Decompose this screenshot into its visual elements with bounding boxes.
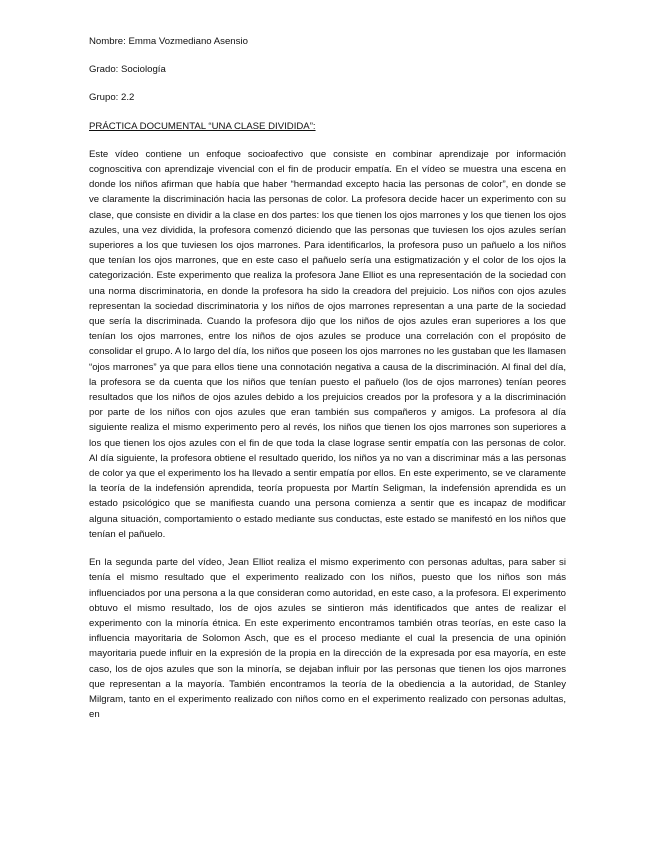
body-paragraph-2: En la segunda parte del vídeo, Jean Elliot realiza el mismo experimento con personas adultas, para saber si tenía el mismo resultado que el experimento realizado con los niños, puesto que los niños son más influenciados por una persona a la que consideran como autoridad, en este caso, a la profesora. El experimento obtuvo el mismo resultado, los de ojos azules se sintieron más identificados que antes de realizar el experimento con la minoría étnica. En este experimento encontramos también otras teorías, en este caso la influencia mayoritaria de Solomon Asch, que es el proceso mediante el cual la presencia de una opinión mayoritaria puede influir en la expresión de la propia en la dirección de la expresada por esa mayoría, en este caso, los de ojos azules que son la minoría, se dejaban influir por las personas que tienen los ojos marrones que representan a la mayoría. También encontramos la teoría de la obediencia a la autoridad, de Stanley Milgram, tanto en el experimento realizado con niños como en el experimento realizado con personas adultas, en [89, 557, 566, 721]
document-page [89, 34, 566, 735]
student-group: Grupo: 2.2 [89, 92, 135, 104]
student-grade: Grado: Sociología [89, 64, 166, 76]
student-name: Nombre: Emma Vozmediano Asensio [89, 36, 248, 47]
document-title: PRÁCTICA DOCUMENTAL “UNA CLASE DIVIDIDA”: [89, 120, 316, 132]
body-paragraph-1: Este vídeo contiene un enfoque socioafectivo que consiste en combinar aprendizaje por información cognoscitiva con aprendizaje vivencial con el fin de producir empatía. En el vídeo se muestra una escena en donde los niños afirman que había que haber “hermandad excepto hacia las personas de color”, en donde se ve claramente la discriminación hacia las personas de color. La profesora decide hacer un experimento con su clase, que consiste en dividir a la clase en dos partes: los que tienen los ojos marrones y los que tienen los ojos azules, una vez dividida, la profesora comenzó diciendo que las personas que tuviesen los ojos azules serían superiores a los que tuviesen los ojos marrones. Para identificarlos, la profesora puso un pañuelo a los niños que tenían los ojos marrones, que en este caso el pañuelo sería una estigmatización y el color de los ojos la categorización. Este experimento que realiza la profesora Jane Elliot es una representación de la sociedad con una norma discriminatoria, en donde la profesora ha sido la creadora del prejuicio. Los niños con ojos azules representan la sociedad discriminatoria y los niños de ojos marrones representan a una parte de la sociedad que sería la discriminada. Cuando la profesora dijo que los niños de ojos azules eran superiores a los que tenían los ojos marrones, entre los niños de ojos azules se produce una correlación con el propósito de consolidar el grupo. A lo largo del día, los niños que poseen los ojos marrones no les gustaban que les llamasen “ojos marrones” ya que para ellos tiene una connotación negativa a causa de la discriminación. Al final del día, la profesora se da cuenta que los niños que tenían puesto el pañuelo (los de ojos marrones) tenían peores resultados que los niños de ojos azules debido a los prejuicios creados por la profesora y a la discriminación por parte de los niños con ojos azules que eran también sus compañeros y amigos. La profesora al día siguiente realiza el mismo experimento pero al revés, los niños que tienen los ojos marrones son superiores a los que tienen los ojos azules con el fin de que toda la clase lograse sentir empatía con las personas de color. Al día siguiente, la profesora obtiene el resultado querido, los niños ya no van a discriminar más a las personas de color ya que el experimento los ha llevado a sentir empatía por ellos. En este experimento, se ve claramente la teoría de la indefensión aprendida, teoría propuesta por Martín Seligman, la indefensión aprendida es un estado psicológico que se manifiesta cuando una persona comienza a sentir que es incapaz de modificar alguna situación, comportamiento o estado mediante sus conductas, este estado se manifestó en los niños que tenían el pañuelo. [89, 148, 566, 540]
